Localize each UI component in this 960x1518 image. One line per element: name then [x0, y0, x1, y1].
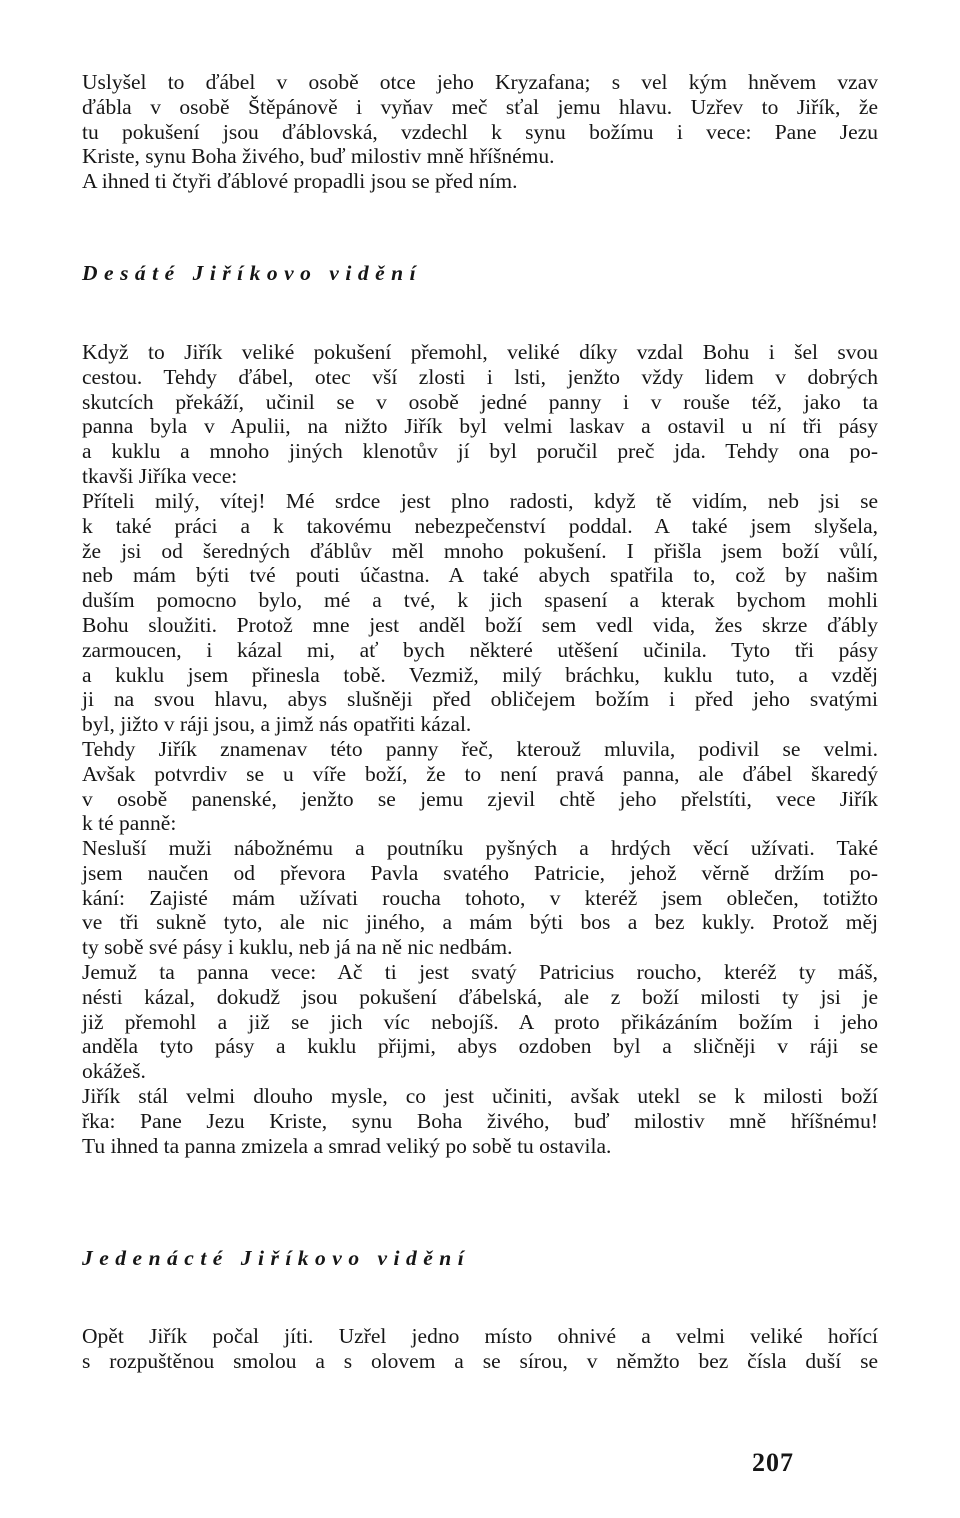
- text-line: duším pomocno bylo, mé a tvé, k jich spasení a kterak bychom mohli: [82, 588, 878, 613]
- text-line: skutcích překáží, učinil se v osobě jedné panny i v rouše též, jako ta: [82, 389, 878, 414]
- paragraph-3: [82, 489, 878, 737]
- text-line: Avšak potvrdiv se u víře boží, že to není pravá panna, ale ďábel škaredý: [82, 761, 878, 786]
- text-line: Tehdy Jiřík znamenav této panny řeč, kterouž mluvila, podivil se velmi.: [82, 737, 878, 761]
- text-line: Jemuž ta panna vece: Ač ti jest svatý Patricius roucho, kteréž ty máš,: [82, 960, 878, 984]
- text-line: Bohu sloužiti. Protož mne jest anděl boží sem vedl vida, žes skrze ďábly: [82, 612, 878, 637]
- text-line: Nesluší muži nábožnému a poutníku pyšných a hrdých věcí užívati. Také: [82, 836, 878, 860]
- paragraph-7: [82, 1084, 878, 1158]
- text-line: ty sobě své pásy i kuklu, neb já na ně nic nedbám.: [82, 935, 513, 960]
- text-line: v osobě panenské, jenžto se jemu zjevil chtě jeho přelstíti, vece Jiřík: [82, 786, 878, 811]
- text-line: řka: Pane Jezu Kriste, synu Boha živého, buď milostiv mně hříšnému!: [82, 1108, 878, 1133]
- text-line: Když to Jiřík veliké pokušení přemohl, veliké díky vzdal Bohu i šel svou: [82, 340, 878, 364]
- text-line: ji na svou hlavu, abys slušněji před obličejem božím i před jeho svatými: [82, 687, 878, 712]
- text-line: ve tři sukně tyto, ale nic jiného, a mám býti bos a bez kukly. Protož měj: [82, 910, 878, 935]
- text-line: cestou. Tehdy ďábel, otec vší zlosti i lsti, jenžto vždy lidem v dobrých: [82, 364, 878, 389]
- text-line: anděla tyto pásy a kuklu přijmi, abys ozdoben byl a sličněji v ráji se: [82, 1034, 878, 1059]
- text-line: k té panně:: [82, 811, 177, 836]
- paragraph-5: [82, 836, 878, 960]
- paragraph-6: [82, 960, 878, 1084]
- text-line: Opět Jiřík počal jíti. Uzřel jedno místo ohnivé a velmi veliké hořící: [82, 1324, 878, 1348]
- text-line: že jsi od šeredných ďáblův měl mnoho pokušení. I přišla jsem boží vůlí,: [82, 538, 878, 563]
- text-line: s rozpuštěnou smolou a s olovem a se sírou, v němžto bez čísla duší se: [82, 1348, 878, 1373]
- text-line: panna byla v Apulii, na nižto Jiřík byl velmi laskav a ostavil u ní tři pásy: [82, 414, 878, 439]
- text-line: Kriste, synu Boha živého, buď milostiv mně hříšnému.: [82, 144, 555, 169]
- text-line: Uslyšel to ďábel v osobě otce jeho Kryzafana; s vel kým hněvem vzav: [82, 70, 878, 94]
- text-line: k také práci a k takovému nebezpečenství poddal. A také jsem slyšela,: [82, 513, 878, 538]
- paragraph-4: [82, 737, 878, 836]
- text-line: okážeš.: [82, 1059, 146, 1084]
- text-line: Jiřík stál velmi dlouho mysle, co jest učiniti, avšak utekl se k milosti boží: [82, 1084, 878, 1108]
- text-line: neb mám býti tvé pouti účastna. A také abych spatřila to, což by našim: [82, 563, 878, 588]
- text-line: zarmoucen, i kázal mi, ať bych některé utěšení učinila. Tyto tři pásy: [82, 637, 878, 662]
- text-line: tu pokušení jsou ďáblovská, vzdechl k synu božímu i vece: Pane Jezu: [82, 119, 878, 144]
- text-line: tkavši Jiříka vece:: [82, 463, 238, 488]
- text-line: Příteli milý, vítej! Mé srdce jest plno radosti, když tě vidím, neb jsi se: [82, 489, 878, 513]
- section-heading-11: Jedenácté Jiříkovo vidění: [82, 1246, 471, 1270]
- page-number: 207: [752, 1448, 794, 1477]
- text-line: nésti kázal, dokudž jsou pokušení ďábelská, ale z boží milosti ty jsi je: [82, 984, 878, 1009]
- section-heading-10: Desáté Jiříkovo vidění: [82, 261, 423, 285]
- text-line: A ihned ti čtyři ďáblové propadli jsou se před ním.: [82, 169, 518, 194]
- text-line: Tu ihned ta panna zmizela a smrad veliký po sobě tu ostavila.: [82, 1133, 612, 1158]
- paragraph-1: [82, 70, 878, 194]
- paragraph-8: [82, 1324, 878, 1374]
- text-line: byl, jižto v ráji jsou, a jimž nás opatřiti kázal.: [82, 712, 472, 737]
- text-line: a kuklu jsem přinesla tobě. Vezmiž, milý bráchku, kuklu tuto, a vzděj: [82, 662, 878, 687]
- text-line: kání: Zajisté mám užívati roucha tohoto, v kteréž jsem oblečen, totižto: [82, 885, 878, 910]
- text-line: a kuklu a mnoho jiných klenotův jí byl poručil preč jda. Tehdy ona po-: [82, 439, 878, 464]
- paragraph-2: [82, 340, 878, 489]
- text-line: ďábla v osobě Štěpánově i vyňav meč sťal jemu hlavu. Uzřev to Jiřík, že: [82, 94, 878, 119]
- text-line: jsem naučen od převora Pavla svatého Patricie, jehož věrně držím po-: [82, 860, 878, 885]
- text-line: již přemohl a již se jich víc nebojíš. A proto přikázáním božím i jeho: [82, 1009, 878, 1034]
